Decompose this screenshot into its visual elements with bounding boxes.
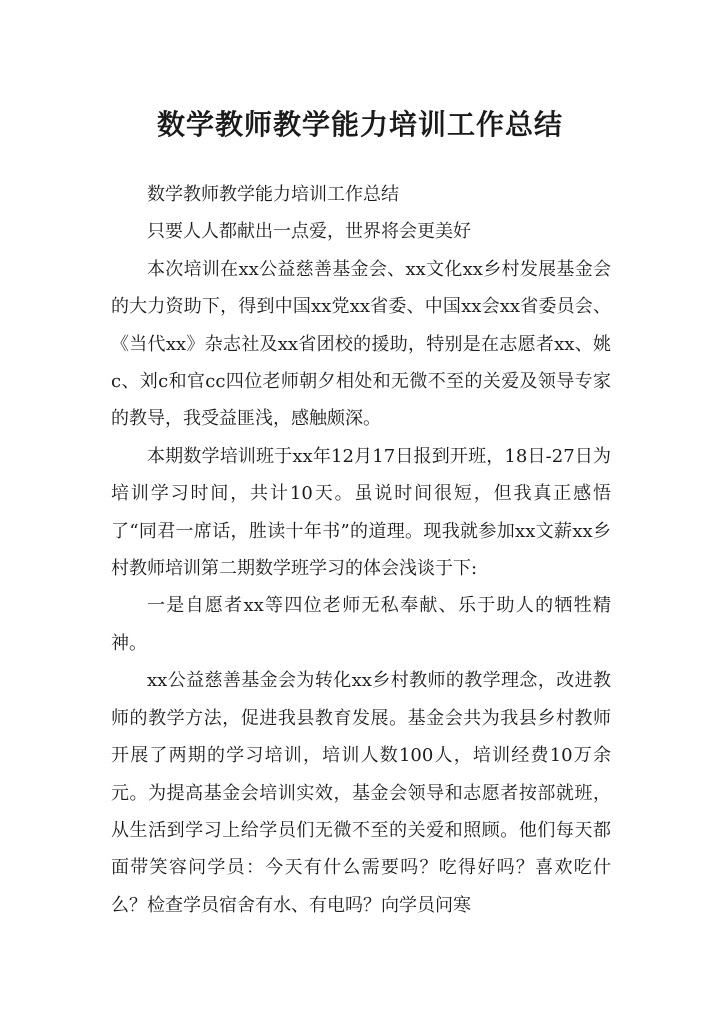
paragraph-schedule: 本期数学培训班于xx年12月17日报到开班，18日-27日为培训学习时间，共计10天。虽说时间很短，但我真正感悟了“同君一席话，胜读十年书”的道理。现我就参加xx文薪xx乡村教师培训第二期数学班学习的体会浅谈于下: xyxy=(111,445,611,580)
document-body xyxy=(111,176,611,924)
paragraph-intro: 本次培训在xx公益慈善基金会、xx文化xx乡村发展基金会的大力资助下，得到中国xx党xx省委、中国xx会xx省委员会、《当代xx》杂志社及xx省团校的援助，特别是在志愿者xx、姚c、刘c和官cc四位老师朝夕相处和无微不至的关爱及领导专家的教导，我受益匪浅，感触颇深。 xyxy=(111,258,611,430)
paragraph-point-one: 一是自愿者xx等四位老师无私奉献、乐于助人的牺牲精神。 xyxy=(111,595,611,654)
paragraph-foundation: xx公益慈善基金会为转化xx乡村教师的教学理念，改进教师的教学方法，促进我县教育发展。基金会共为我县乡村教师开展了两期的学习培训，培训人数100人，培训经费10万余元。为提高基金会培训实效，基金会领导和志愿者按部就班，从生活到学习上给学员们无微不至的关爱和照顾。他们每天都面带笑容问学员：今天有什么需要吗？吃得好吗？喜欢吃什么？检查学员宿舍有水、有电吗？向学员问寒 xyxy=(111,670,611,916)
paragraph-subtitle: 数学教师教学能力培训工作总结 xyxy=(147,184,399,205)
paragraph-motto: 只要人人都献出一点爱，世界将会更美好 xyxy=(147,221,471,243)
document-title: 数学教师教学能力培训工作总结 xyxy=(156,107,563,141)
